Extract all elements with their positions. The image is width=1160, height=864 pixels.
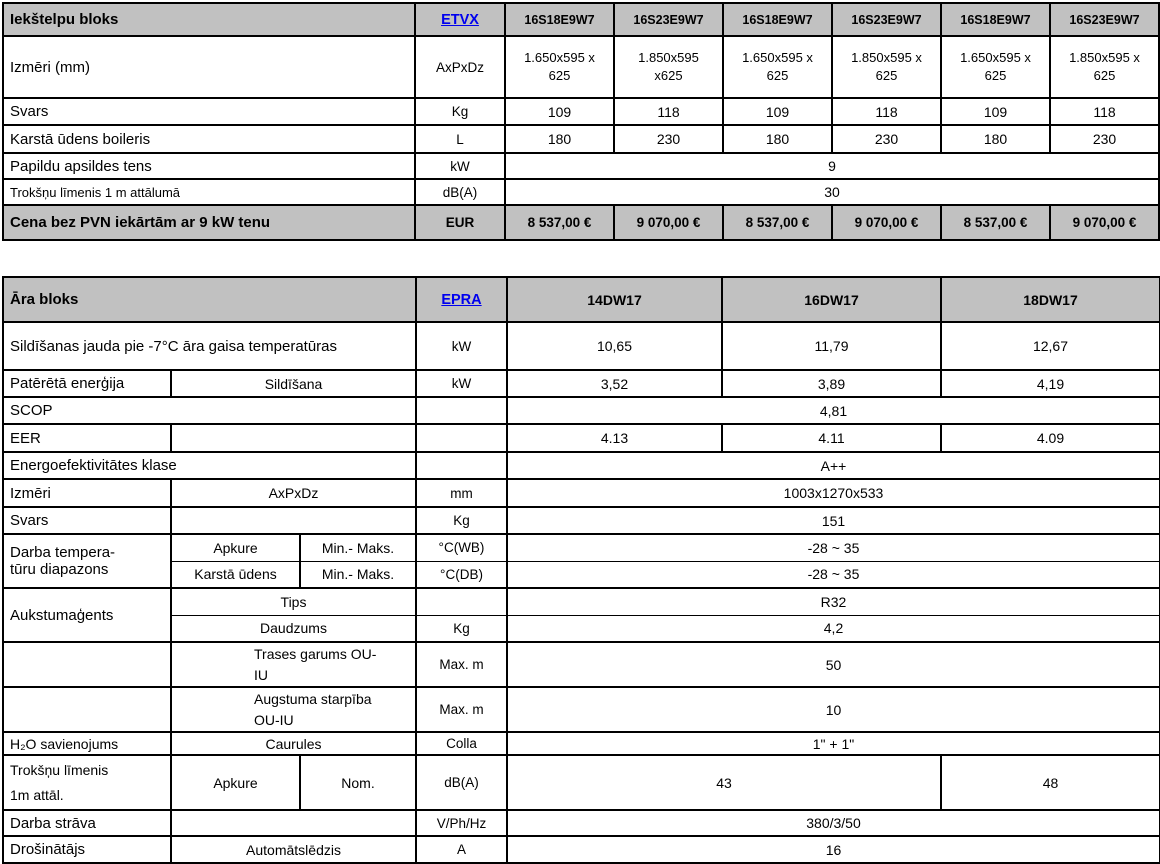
augstuma-label-empty	[3, 687, 171, 732]
aukstumagents-value: 4,2	[507, 615, 1160, 642]
row-aukstumagents-tips	[3, 588, 1160, 615]
indoor-model-header: 16S18E9W7	[505, 3, 614, 36]
darba-temp-sub1: Apkure	[171, 534, 300, 561]
energo-label: Energoefektivitātes klase	[3, 452, 416, 479]
energo-value: A++	[507, 452, 1160, 479]
cena-value: 8 537,00 €	[723, 205, 832, 240]
aukstumagents-sub: Tips	[171, 588, 416, 615]
darba-strava-unit: V/Ph/Hz	[416, 810, 507, 836]
svars-value: 118	[1050, 98, 1159, 125]
darba-strava-label: Darba strāva	[3, 810, 171, 836]
izmeri2-unit: mm	[416, 479, 507, 507]
cena-unit: EUR	[415, 205, 505, 240]
cena-label: Cena bez PVN iekārtām ar 9 kW tenu	[3, 205, 415, 240]
svars-value: 109	[505, 98, 614, 125]
drosinatajs-label: Drošinātājs	[3, 836, 171, 863]
aukstumagents-unit	[416, 588, 507, 615]
tens-unit: kW	[415, 153, 505, 179]
indoor-model-header: 16S23E9W7	[832, 3, 941, 36]
darba-temp-unit: °C(DB)	[416, 561, 507, 588]
row-energoefektivitate	[3, 452, 1160, 479]
aukstumagents-label: Aukstumaģents	[3, 588, 171, 642]
izmeri2-label: Izmēri	[3, 479, 171, 507]
indoor-model-header: 16S18E9W7	[723, 3, 832, 36]
darba-strava-value: 380/3/50	[507, 810, 1160, 836]
outdoor-header-row	[3, 277, 1160, 322]
troksnis2-label: Trokšņu līmenis 1m attāl.	[3, 755, 171, 810]
epra-link[interactable]: EPRA	[441, 291, 482, 308]
eer-value: 4.09	[941, 424, 1160, 452]
augstuma-unit: Max. m	[416, 687, 507, 732]
row-svars-outdoor	[3, 507, 1160, 534]
row-augstuma-starpiba	[3, 687, 1160, 732]
tens-value: 9	[505, 153, 1159, 179]
aukstumagents-sub: Daudzums	[171, 615, 416, 642]
sildisanas-jauda-label: Sildīšanas jauda pie -7°C āra gaisa temperatūras	[3, 322, 416, 370]
cena-value: 9 070,00 €	[832, 205, 941, 240]
outdoor-model-header: 16DW17	[722, 277, 941, 322]
outdoor-model-header: 14DW17	[507, 277, 722, 322]
patereta-value: 4,19	[941, 370, 1160, 397]
augstuma-value: 10	[507, 687, 1160, 732]
troksnis2-unit: dB(A)	[416, 755, 507, 810]
row-svars	[3, 98, 1159, 125]
izmeri-value: 1.650x595 x 625	[505, 36, 614, 98]
svars-unit: Kg	[415, 98, 505, 125]
indoor-table-title: Iekštelpu bloks	[3, 3, 415, 36]
outdoor-model-header: 18DW17	[941, 277, 1160, 322]
eer-value: 4.11	[722, 424, 941, 452]
trases-label-empty	[3, 642, 171, 687]
izmeri2-sub: AxPxDz	[171, 479, 416, 507]
drosinatajs-sub: Automātslēdzis	[171, 836, 416, 863]
row-h2o-savienojums	[3, 732, 1160, 755]
troksnis2-sub1: Apkure	[171, 755, 300, 810]
izmeri-value: 1.850x595 x 625	[1050, 36, 1159, 98]
darba-temp-label: Darba tempera- tūru diapazons	[3, 534, 171, 588]
svars2-sub-empty	[171, 507, 416, 534]
scop-value: 4,81	[507, 397, 1160, 424]
darba-temp-sub2: Min.- Maks.	[300, 534, 416, 561]
troksnis2-value-b: 48	[941, 755, 1160, 810]
svars-value: 118	[832, 98, 941, 125]
darba-temp-sub1: Karstā ūdens	[171, 561, 300, 588]
svars-value: 109	[941, 98, 1050, 125]
cena-value: 8 537,00 €	[505, 205, 614, 240]
drosinatajs-value: 16	[507, 836, 1160, 863]
svars-label: Svars	[3, 98, 415, 125]
darba-temp-value: -28 ~ 35	[507, 561, 1160, 588]
troksnis-unit: dB(A)	[415, 179, 505, 205]
izmeri-value: 1.850x595 x625	[614, 36, 723, 98]
patereta-value: 3,52	[507, 370, 722, 397]
sildisanas-jauda-value: 12,67	[941, 322, 1160, 370]
h2o-label: H₂O savienojums	[3, 732, 171, 755]
svars2-unit: Kg	[416, 507, 507, 534]
row-troksnis	[3, 179, 1159, 205]
izmeri-value: 1.650x595 x 625	[723, 36, 832, 98]
row-sildisanas-jauda	[3, 322, 1160, 370]
patereta-label: Patērētā enerģija	[3, 370, 171, 397]
boileris-value: 230	[614, 125, 723, 153]
cena-value: 9 070,00 €	[1050, 205, 1159, 240]
svars2-label: Svars	[3, 507, 171, 534]
scop-unit-empty	[416, 397, 507, 424]
darba-strava-sub-empty	[171, 810, 416, 836]
izmeri2-value: 1003x1270x533	[507, 479, 1160, 507]
boileris-value: 230	[1050, 125, 1159, 153]
patereta-unit: kW	[416, 370, 507, 397]
troksnis-label: Trokšņu līmenis 1 m attālumā	[3, 179, 415, 205]
indoor-model-header: 16S18E9W7	[941, 3, 1050, 36]
darba-temp-sub2: Min.- Maks.	[300, 561, 416, 588]
tens-label: Papildu apsildes tens	[3, 153, 415, 179]
etvx-link[interactable]: ETVX	[441, 11, 479, 28]
row-patereta-energija	[3, 370, 1160, 397]
trases-value: 50	[507, 642, 1160, 687]
izmeri-label: Izmēri (mm)	[3, 36, 415, 98]
trases-sub: Trases garums OU- IU	[171, 642, 416, 687]
energo-unit-empty	[416, 452, 507, 479]
aukstumagents-unit: Kg	[416, 615, 507, 642]
eer-value: 4.13	[507, 424, 722, 452]
sildisanas-jauda-value: 10,65	[507, 322, 722, 370]
row-izmeri	[3, 36, 1159, 98]
troksnis2-sub2: Nom.	[300, 755, 416, 810]
boileris-value: 180	[505, 125, 614, 153]
row-aukstumagents-daudzums	[3, 615, 1160, 642]
h2o-unit: Colla	[416, 732, 507, 755]
darba-temp-value: -28 ~ 35	[507, 534, 1160, 561]
patereta-value: 3,89	[722, 370, 941, 397]
scop-label: SCOP	[3, 397, 416, 424]
row-scop	[3, 397, 1160, 424]
indoor-header-row	[3, 3, 1159, 36]
row-darba-temp-apkure	[3, 534, 1160, 561]
boileris-value: 180	[941, 125, 1050, 153]
sildisanas-jauda-unit: kW	[416, 322, 507, 370]
indoor-unit-table	[2, 2, 1160, 241]
row-cena	[3, 205, 1159, 240]
row-darba-temp-karsta-udens	[3, 561, 1160, 588]
outdoor-table-title: Āra bloks	[3, 277, 416, 322]
row-trases-garums	[3, 642, 1160, 687]
patereta-sub: Sildīšana	[171, 370, 416, 397]
row-boileris	[3, 125, 1159, 153]
epra-link-cell	[416, 277, 507, 322]
eer-label: EER	[3, 424, 171, 452]
trases-unit: Max. m	[416, 642, 507, 687]
boileris-unit: L	[415, 125, 505, 153]
h2o-value: 1" + 1"	[507, 732, 1160, 755]
row-tens	[3, 153, 1159, 179]
etvx-link-cell	[415, 3, 505, 36]
row-eer	[3, 424, 1160, 452]
eer-unit-empty	[416, 424, 507, 452]
sildisanas-jauda-value: 11,79	[722, 322, 941, 370]
row-darba-strava	[3, 810, 1160, 836]
indoor-model-header: 16S23E9W7	[614, 3, 723, 36]
cena-value: 8 537,00 €	[941, 205, 1050, 240]
drosinatajs-unit: A	[416, 836, 507, 863]
row-troksnu-limenis	[3, 755, 1160, 810]
izmeri-value: 1.850x595 x 625	[832, 36, 941, 98]
izmeri-value: 1.650x595 x 625	[941, 36, 1050, 98]
augstuma-sub: Augstuma starpība OU-IU	[171, 687, 416, 732]
row-izmeri-outdoor	[3, 479, 1160, 507]
troksnis-value: 30	[505, 179, 1159, 205]
darba-temp-unit: °C(WB)	[416, 534, 507, 561]
aukstumagents-value: R32	[507, 588, 1160, 615]
svars2-value: 151	[507, 507, 1160, 534]
indoor-model-header: 16S23E9W7	[1050, 3, 1159, 36]
svars-value: 109	[723, 98, 832, 125]
svars-value: 118	[614, 98, 723, 125]
eer-sub-empty	[171, 424, 416, 452]
izmeri-unit: AxPxDz	[415, 36, 505, 98]
outdoor-unit-table	[2, 276, 1160, 864]
boileris-label: Karstā ūdens boileris	[3, 125, 415, 153]
cena-value: 9 070,00 €	[614, 205, 723, 240]
boileris-value: 180	[723, 125, 832, 153]
boileris-value: 230	[832, 125, 941, 153]
troksnis2-value-a: 43	[507, 755, 941, 810]
h2o-sub: Caurules	[171, 732, 416, 755]
